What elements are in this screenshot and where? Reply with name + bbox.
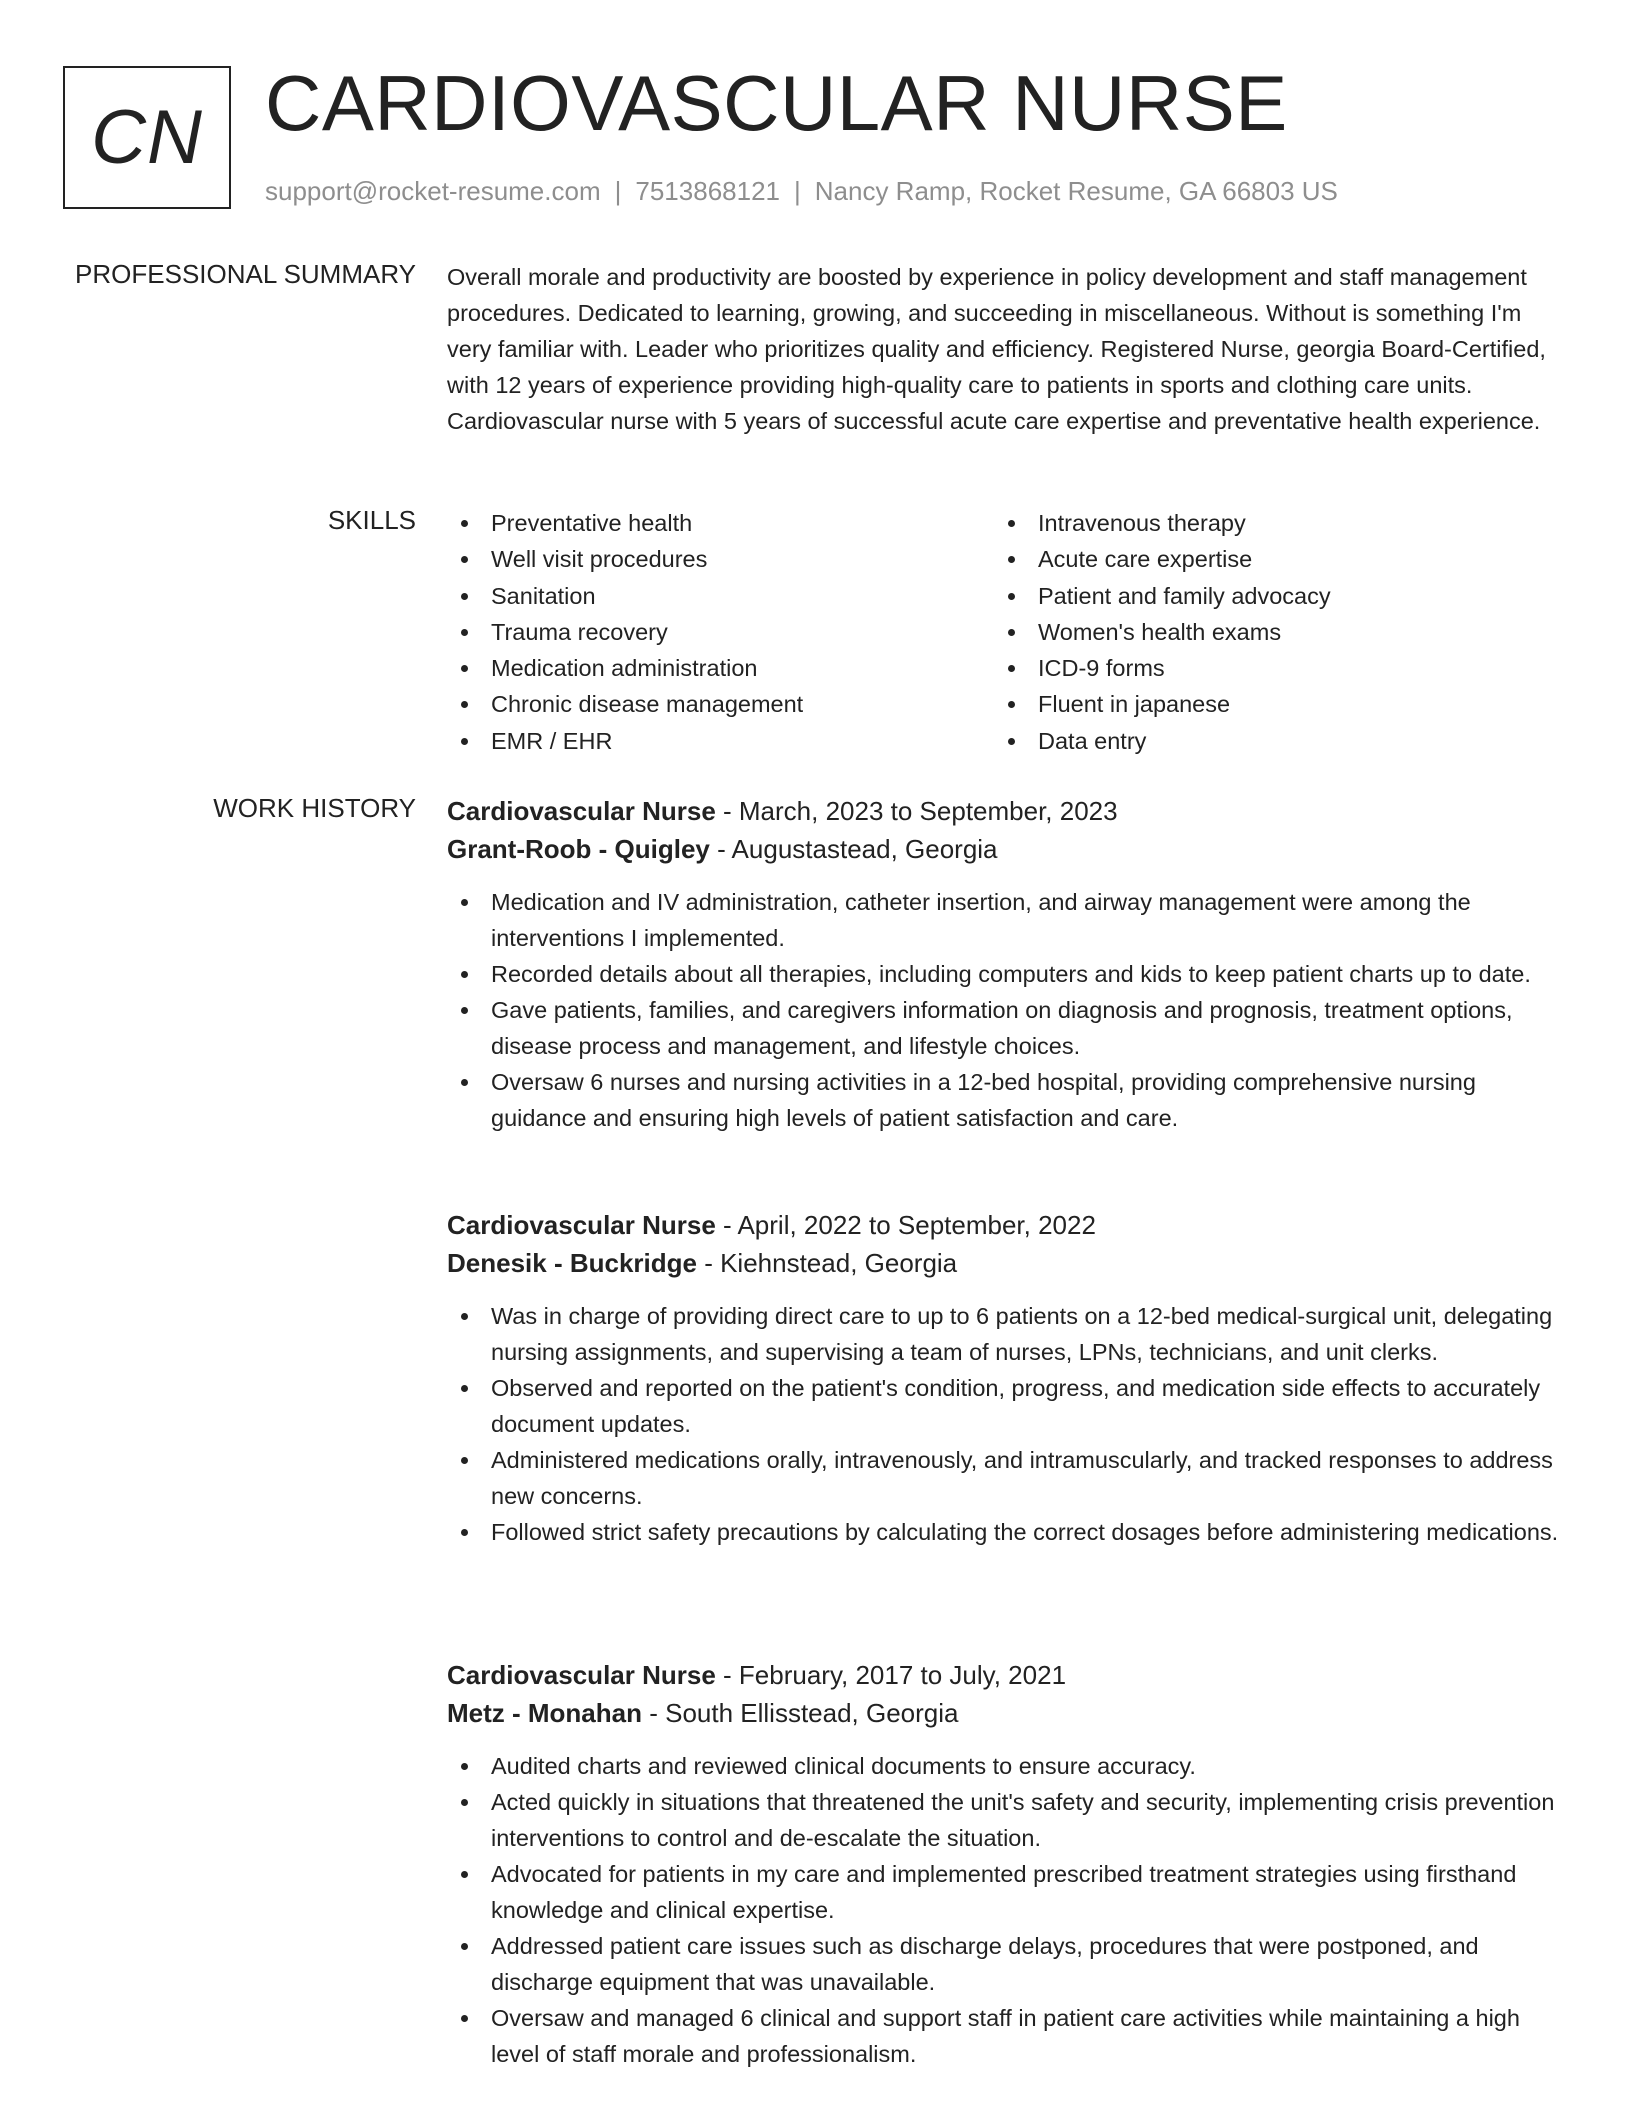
job-bullet-item: Acted quickly in situations that threatened the unit's safety and security, implementing crisis prevention interventions to control and de-escalate the situation. — [447, 1784, 1562, 1856]
section-title-work-history: WORK HISTORY — [213, 793, 416, 823]
job-bullet-item: Followed strict safety precautions by calculating the correct dosages before administering medications. — [447, 1514, 1562, 1550]
contact-line — [265, 176, 1338, 207]
job-bullet-item: Advocated for patients in my care and implemented prescribed treatment strategies using firsthand knowledge and clinical expertise. — [447, 1856, 1562, 1928]
job-bullet-item: Observed and reported on the patient's condition, progress, and medication side effects to accurately document updates. — [447, 1370, 1562, 1442]
job-bullet-item: Oversaw 6 nurses and nursing activities in a 12-bed hospital, providing comprehensive nursing guidance and ensuring high levels of patient satisfaction and care. — [447, 1064, 1562, 1136]
job-dates: - April, 2022 to September, 2022 — [715, 1210, 1096, 1240]
skill-item: Women's health exams — [994, 614, 1331, 650]
job-bullet-item: Recorded details about all therapies, including computers and kids to keep patient charts up to date. — [447, 956, 1562, 992]
job-bullets — [447, 1748, 1562, 2072]
contact-separator: | — [614, 176, 622, 206]
job-bullet-item: Gave patients, families, and caregivers information on diagnosis and prognosis, treatment options, disease process and management, and lifestyle choices. — [447, 992, 1562, 1064]
job-dates: - February, 2017 to July, 2021 — [715, 1660, 1067, 1690]
job-company-line — [447, 1244, 1562, 1282]
job-location: - South Ellisstead, Georgia — [642, 1698, 959, 1728]
job-company: Metz - Monahan — [447, 1698, 642, 1728]
job-title-line — [447, 1656, 1562, 1694]
job-company-line — [447, 1694, 1562, 1732]
job-company: Grant-Roob - Quigley — [447, 834, 710, 864]
skill-item: Medication administration — [447, 650, 803, 686]
section-title-skills: SKILLS — [327, 505, 416, 535]
job-title-line — [447, 1206, 1562, 1244]
job-bullet-item: Oversaw and managed 6 clinical and support staff in patient care activities while maintaining a high level of staff morale and professionalism. — [447, 2000, 1562, 2072]
skill-item: Data entry — [994, 723, 1331, 759]
skill-item: Preventative health — [447, 505, 803, 541]
job-entry — [447, 1656, 1562, 2072]
skills-list-left — [447, 505, 803, 759]
job-role: Cardiovascular Nurse — [447, 796, 716, 826]
job-title-line — [447, 792, 1562, 830]
resume-name: CARDIOVASCULAR NURSE — [265, 59, 1288, 147]
skill-item: Well visit procedures — [447, 541, 803, 577]
job-bullets — [447, 884, 1562, 1136]
skill-item: Patient and family advocacy — [994, 578, 1331, 614]
skills-list-right — [994, 505, 1331, 759]
skill-item: Fluent in japanese — [994, 686, 1331, 722]
job-location: - Augustastead, Georgia — [709, 834, 998, 864]
section-title-summary: PROFESSIONAL SUMMARY — [75, 259, 416, 289]
contact-email[interactable]: support@rocket-resume.com — [265, 176, 601, 206]
monogram-initials: CN — [63, 66, 231, 209]
summary-text: Overall morale and productivity are boosted by experience in policy development and staff management procedures. Dedicated to learning, growing, and succeeding in miscellaneous. Without is something I'm very familiar with. Leader who prioritizes quality and efficiency. Registered Nurse, georgia Board-Certified, with 12 years of experience providing high-quality care to patients in sports and clothing care units. Cardiovascular nurse with 5 years of successful acute care expertise and preventative health experience. — [447, 264, 1546, 434]
job-entry — [447, 1206, 1562, 1550]
job-company-line — [447, 830, 1562, 868]
job-bullet-item: Was in charge of providing direct care to up to 6 patients on a 12-bed medical-surgical unit, delegating nursing assignments, and supervising a team of nurses, LPNs, technicians, and unit clerks. — [447, 1298, 1562, 1370]
job-bullet-item: Audited charts and reviewed clinical documents to ensure accuracy. — [447, 1748, 1562, 1784]
job-role: Cardiovascular Nurse — [447, 1660, 716, 1690]
skill-item: EMR / EHR — [447, 723, 803, 759]
skill-item: ICD-9 forms — [994, 650, 1331, 686]
skill-item: Acute care expertise — [994, 541, 1331, 577]
job-company: Denesik - Buckridge — [447, 1248, 697, 1278]
contact-separator: | — [794, 176, 801, 206]
contact-phone[interactable]: 7513868121 — [635, 176, 780, 206]
job-entry — [447, 792, 1562, 1136]
job-bullet-item: Administered medications orally, intravenously, and intramuscularly, and tracked responses to address new concerns. — [447, 1442, 1562, 1514]
job-dates: - March, 2023 to September, 2023 — [715, 796, 1118, 826]
skill-item: Chronic disease management — [447, 686, 803, 722]
job-role: Cardiovascular Nurse — [447, 1210, 716, 1240]
job-bullet-item: Addressed patient care issues such as discharge delays, procedures that were postponed, and discharge equipment that was unavailable. — [447, 1928, 1562, 2000]
skill-item: Intravenous therapy — [994, 505, 1331, 541]
job-bullets — [447, 1298, 1562, 1550]
contact-address: Nancy Ramp, Rocket Resume, GA 66803 US — [814, 176, 1338, 206]
skill-item: Sanitation — [447, 578, 803, 614]
job-bullet-item: Medication and IV administration, catheter insertion, and airway management were among the interventions I implemented. — [447, 884, 1562, 956]
job-location: - Kiehnstead, Georgia — [696, 1248, 958, 1278]
skill-item: Trauma recovery — [447, 614, 803, 650]
